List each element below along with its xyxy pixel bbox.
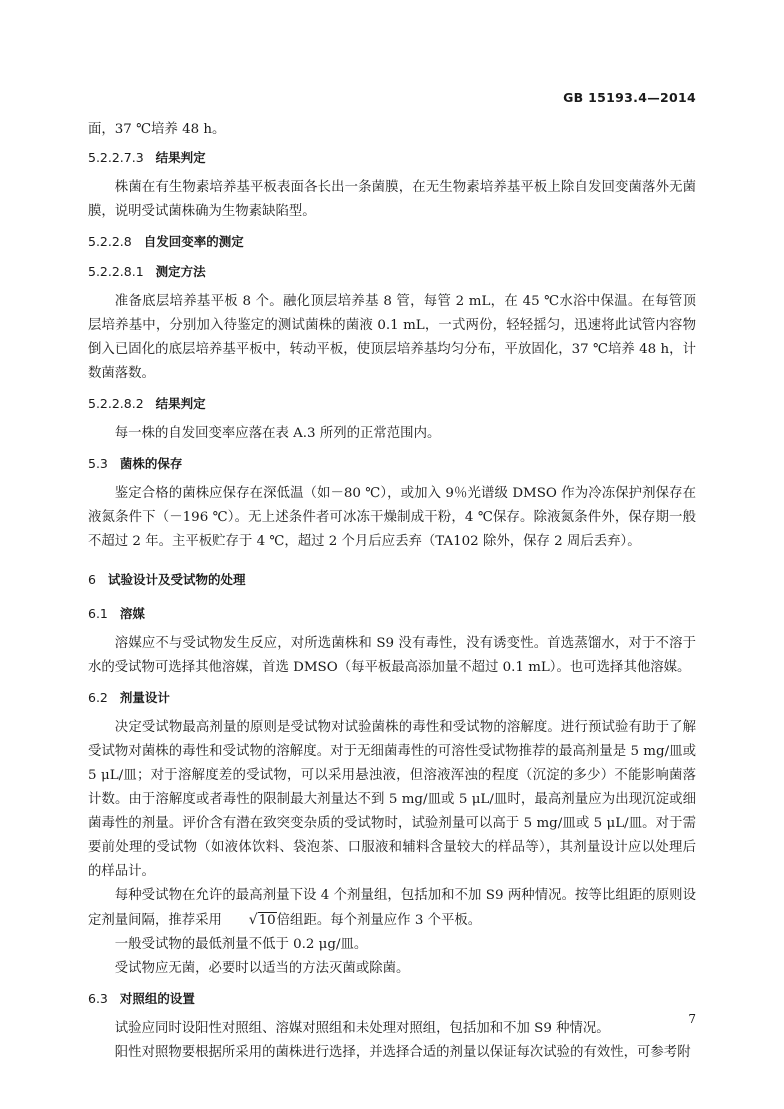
section-title: 菌株的保存 <box>119 456 183 471</box>
text-run: 倍组距。每个剂量应作 3 个平板。 <box>276 913 482 928</box>
document-body <box>88 118 696 1065</box>
section-number: 5.2.2.8.2 <box>88 396 144 411</box>
square-root <box>222 908 277 933</box>
section-heading <box>88 260 696 284</box>
section-heading <box>88 602 696 626</box>
section-title: 结果判定 <box>155 396 206 411</box>
continuation-text: 面，37 ℃培养 48 h。 <box>88 122 226 137</box>
paragraph: 溶媒应不与受试物发生反应，对所选菌株和 S9 没有毒性，没有诱变性。首选蒸馏水，对于不溶于水的受试物可选择其他溶媒，首选 DMSO（每平板最高添加量不超过 0.1 mL）。也可选择其他溶媒。 <box>88 636 696 675</box>
paragraph: 株菌在有生物素培养基平板表面各长出一条菌膜，在无生物素培养基平板上除自发回变菌落外无菌膜，说明受试菌株确为生物素缺陷型。 <box>88 180 696 219</box>
section-heading <box>88 230 696 254</box>
page-number: 7 <box>688 1012 696 1026</box>
text-run: 每种受试物在允许的最高剂量下设 4 个剂量组，包括加和不加 S9 两种情况。按等比组距的原则设定剂量间隔，推荐采用 <box>88 888 696 928</box>
section-title: 结果判定 <box>155 150 206 165</box>
section-title: 对照组的设置 <box>119 991 195 1006</box>
section-number: 6.1 <box>88 606 108 621</box>
section-heading <box>88 452 696 476</box>
paragraph: 鉴定合格的菌株应保存在深低温（如－80 ℃），或加入 9％光谱级 DMSO 作为冷冻保护剂保存在液氮条件下（－196 ℃）。无上述条件者可冰冻干燥制成干粉，4 ℃保存。除液氮条件外，保存期一般不超过 2 年。主平板贮存于 4 ℃，超过 2 个月后应丢弃（TA102 除外，保存 2 周后丢弃）。 <box>88 486 696 549</box>
section-number: 6.2 <box>88 690 108 705</box>
paragraph: 受试物应无菌，必要时以适当的方法灭菌或除菌。 <box>114 961 410 976</box>
paragraph: 试验应同时设阳性对照组、溶媒对照组和未处理对照组，包括加和不加 S9 种情况。 <box>114 1021 610 1036</box>
section-title: 剂量设计 <box>119 690 170 705</box>
standard-number-header: GB 15193.4—2014 <box>563 90 696 105</box>
radicand: 10 <box>258 913 276 928</box>
section-heading <box>88 146 696 170</box>
section-number: 5.2.2.8 <box>88 234 132 249</box>
chapter-heading <box>88 568 696 592</box>
paragraph: 一般受试物的最低剂量不低于 0.2 μg/皿。 <box>114 937 368 952</box>
paragraph: 阳性对照物要根据所采用的菌株进行选择，并选择合适的剂量以保证每次试验的有效性，可参考附 <box>114 1045 691 1060</box>
chapter-title: 试验设计及受试物的处理 <box>107 572 246 587</box>
section-heading <box>88 686 696 710</box>
section-heading <box>88 987 696 1011</box>
paragraph: 准备底层培养基平板 8 个。融化顶层培养基 8 管，每管 2 mL，在 45 ℃水浴中保温。在每管顶层培养基中，分别加入待鉴定的测试菌株的菌液 0.1 mL，一式两份，轻轻摇匀，迅速将此试管内容物倒入已固化的底层培养基平板中，转动平板，使顶层培养基均匀分布，平放固化，37 ℃培养 48 h，计数菌落数。 <box>88 294 696 381</box>
paragraph <box>88 884 696 933</box>
paragraph: 决定受试物最高剂量的原则是受试物对试验菌株的毒性和受试物的溶解度。进行预试验有助于了解受试物对菌株的毒性和受试物的溶解度。对于无细菌毒性的可溶性受试物推荐的最高剂量是 5 mg/皿或 5 μL/皿；对于溶解度差的受试物，可以采用悬浊液，但溶液浑浊的程度（沉淀的多少）不能影响菌落计数。由于溶解度或者毒性的限制最大剂量达不到 5 mg/皿或 5 μL/皿时，最高剂量应为出现沉淀或细菌毒性的剂量。评价含有潜在致突变杂质的受试物时，试验剂量可以高于 5 mg/皿或 5 μL/皿。对于需要前处理的受试物（如液体饮料、袋泡茶、口服液和辅料含量较大的样品等），其剂量设计应以处理后的样品计。 <box>88 720 696 879</box>
radical-sign: √ <box>248 912 258 928</box>
section-title: 测定方法 <box>155 264 206 279</box>
chapter-number: 6 <box>88 572 96 587</box>
section-title: 自发回变率的测定 <box>143 234 244 249</box>
section-number: 6.3 <box>88 991 108 1006</box>
paragraph: 每一株的自发回变率应落在表 A.3 所列的正常范围内。 <box>114 426 441 441</box>
section-heading <box>88 392 696 416</box>
section-number: 5.2.2.7.3 <box>88 150 144 165</box>
section-number: 5.3 <box>88 456 108 471</box>
section-number: 5.2.2.8.1 <box>88 264 144 279</box>
section-title: 溶媒 <box>119 606 145 621</box>
